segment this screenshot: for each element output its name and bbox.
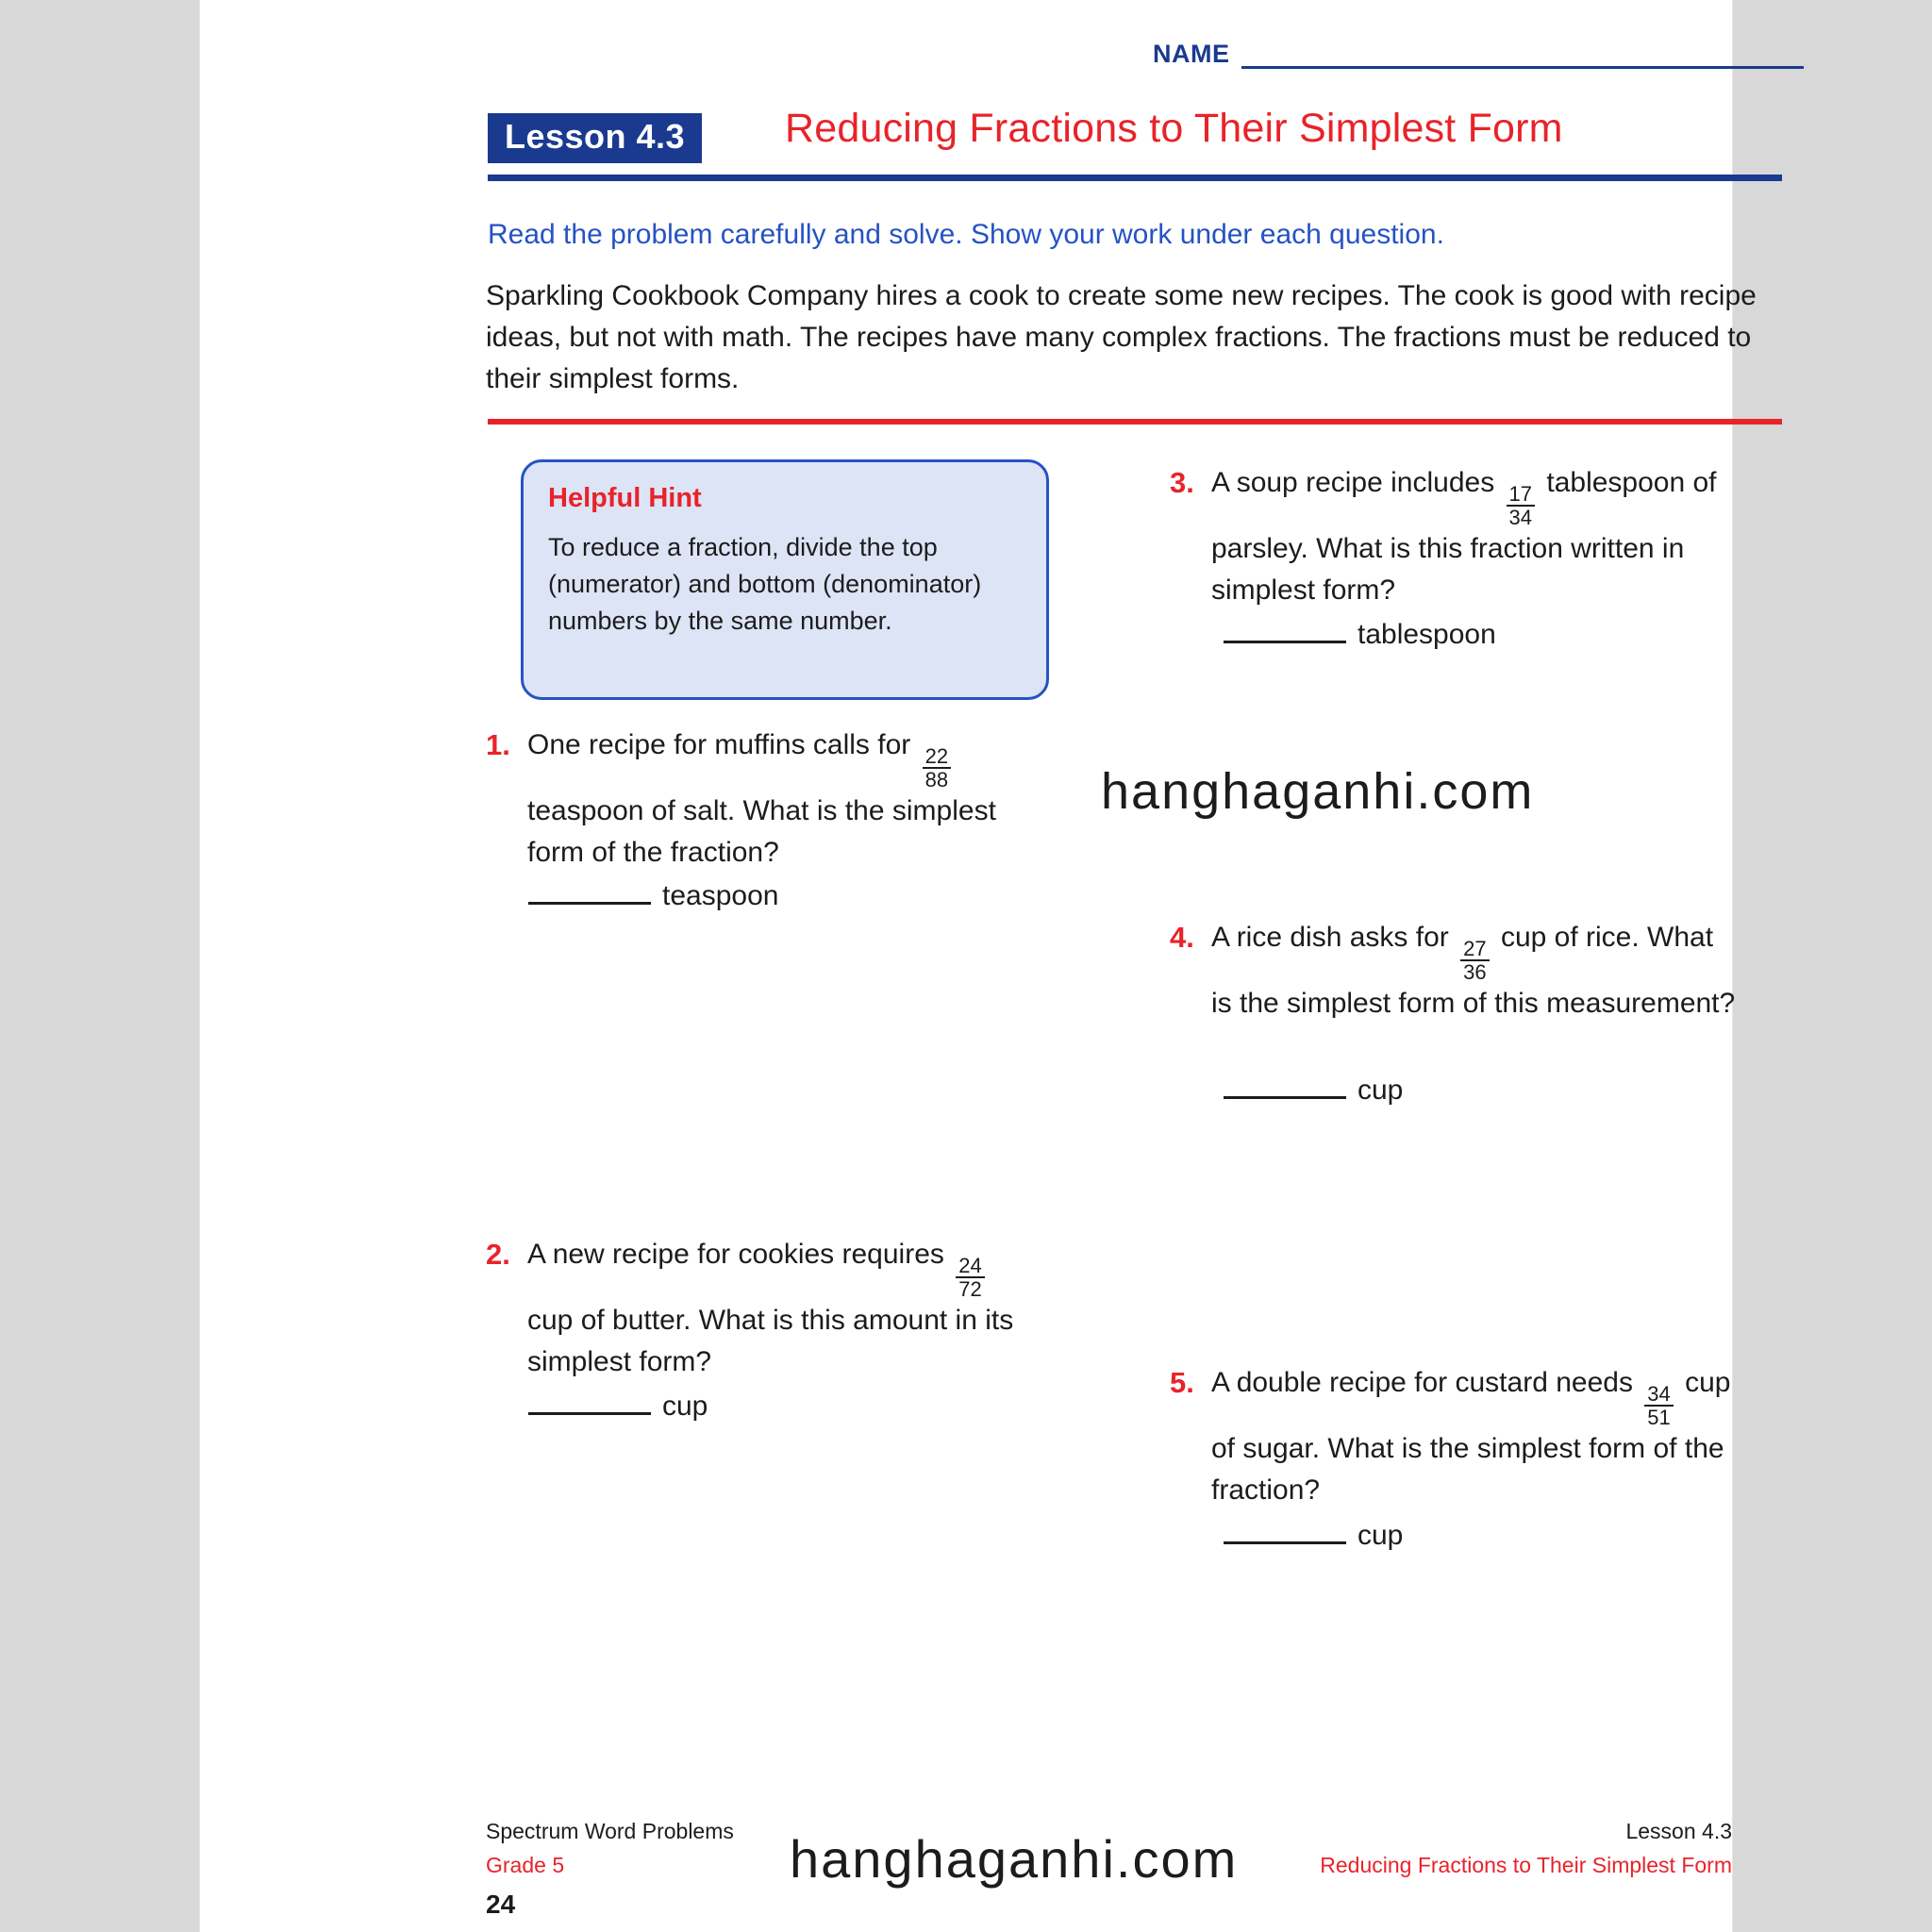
- header-divider-blue: [488, 175, 1782, 181]
- helpful-hint-box: [521, 459, 1049, 700]
- answer-blank[interactable]: [528, 877, 651, 905]
- fraction-numerator: 27: [1463, 936, 1487, 960]
- problem-number: 1.: [486, 728, 510, 761]
- name-label: NAME: [1153, 40, 1230, 68]
- answer-unit: cup: [662, 1391, 708, 1422]
- problem-2: [486, 1234, 1024, 1383]
- fraction: [1460, 938, 1489, 983]
- footer-lesson-title: Reducing Fractions to Their Simplest Form: [1320, 1853, 1732, 1877]
- fraction-denominator: 34: [1507, 505, 1535, 528]
- watermark-bottom: hanghaganhi.com: [790, 1829, 1239, 1889]
- problem-text: [1211, 917, 1736, 1024]
- worksheet-sheet: [200, 0, 1757, 1932]
- fraction-denominator: 36: [1460, 959, 1489, 983]
- name-field-row: [1153, 40, 1804, 69]
- problem-5: [1170, 1362, 1736, 1511]
- name-input-line[interactable]: [1241, 45, 1805, 69]
- answer-line-2[interactable]: [528, 1388, 708, 1423]
- fraction-numerator: 17: [1508, 481, 1533, 506]
- answer-line-1[interactable]: [528, 877, 778, 912]
- answer-unit: tablespoon: [1357, 619, 1496, 650]
- answer-blank[interactable]: [528, 1388, 651, 1415]
- fraction: [923, 745, 951, 791]
- problem-number: 3.: [1170, 466, 1194, 499]
- answer-blank[interactable]: [1224, 1072, 1346, 1099]
- problem-number: 5.: [1170, 1366, 1194, 1399]
- problem-text-before: A new recipe for cookies requires: [527, 1239, 944, 1270]
- problem-text-after: teaspoon of salt. What is the simplest form of the fraction?: [527, 795, 996, 869]
- problem-text: [1211, 1362, 1736, 1511]
- answer-unit: cup: [1357, 1520, 1404, 1551]
- fraction-denominator: 88: [923, 767, 951, 791]
- problem-text-before: One recipe for muffins calls for: [527, 729, 911, 760]
- answer-blank[interactable]: [1224, 1517, 1346, 1544]
- fraction: [956, 1255, 984, 1300]
- intro-paragraph: Sparkling Cookbook Company hires a cook to create some new recipes. The cook is good with recipe ideas, but not with math. The recipes have many complex fractions. The fractions must be reduced to their simplest forms.: [486, 280, 1757, 394]
- page-number: 24: [486, 1890, 516, 1919]
- problem-4: [1170, 917, 1736, 1024]
- problem-number: 4.: [1170, 921, 1194, 954]
- problem-3: [1170, 462, 1736, 611]
- fraction-denominator: 72: [956, 1276, 984, 1300]
- fraction-numerator: 22: [924, 743, 949, 768]
- fraction: [1644, 1383, 1673, 1428]
- problem-text: [1211, 462, 1736, 611]
- problem-text-after: tablespoon of parsley. What is this fraction written in simplest form?: [1211, 467, 1717, 607]
- problem-text: [527, 1234, 1024, 1383]
- problem-text-after: cup of butter. What is this amount in its simplest form?: [527, 1305, 1014, 1378]
- problem-text-before: A soup recipe includes: [1211, 467, 1495, 498]
- problem-number: 2.: [486, 1238, 510, 1271]
- directions-text: Read the problem carefully and solve. Show your work under each question.: [488, 219, 1444, 250]
- watermark-middle: hanghaganhi.com: [1101, 763, 1535, 820]
- problem-text-after: cup of sugar. What is the simplest form of the fraction?: [1211, 1367, 1731, 1507]
- answer-line-5[interactable]: [1224, 1517, 1403, 1552]
- page-title: Reducing Fractions to Their Simplest Form: [785, 106, 1563, 151]
- problem-text-before: A rice dish asks for: [1211, 922, 1449, 953]
- fraction-numerator: 24: [958, 1253, 982, 1277]
- answer-blank[interactable]: [1224, 616, 1346, 643]
- problem-1: [486, 724, 1014, 874]
- helpful-hint-title: Helpful Hint: [548, 483, 702, 513]
- problem-text-before: A double recipe for custard needs: [1211, 1367, 1633, 1398]
- problem-text-after: cup of rice. What is the simplest form of this measurement?: [1211, 922, 1736, 1020]
- problem-text: [527, 724, 1014, 874]
- answer-line-4[interactable]: [1224, 1072, 1403, 1107]
- fraction-numerator: 34: [1647, 1381, 1671, 1406]
- section-divider-red: [488, 419, 1782, 425]
- footer-book-title: Spectrum Word Problems: [486, 1819, 734, 1843]
- answer-unit: cup: [1357, 1074, 1404, 1106]
- answer-unit: teaspoon: [662, 880, 779, 911]
- helpful-hint-body: To reduce a fraction, divide the top (numerator) and bottom (denominator) numbers by the same number.: [548, 533, 982, 635]
- fraction-denominator: 51: [1644, 1405, 1673, 1428]
- worksheet-page: [200, 0, 1757, 1932]
- footer-lesson-number: Lesson 4.3: [1625, 1819, 1732, 1843]
- fraction: [1507, 483, 1535, 528]
- lesson-badge: Lesson 4.3: [488, 113, 702, 163]
- footer-grade: Grade 5: [486, 1853, 565, 1877]
- answer-line-3[interactable]: [1224, 616, 1496, 651]
